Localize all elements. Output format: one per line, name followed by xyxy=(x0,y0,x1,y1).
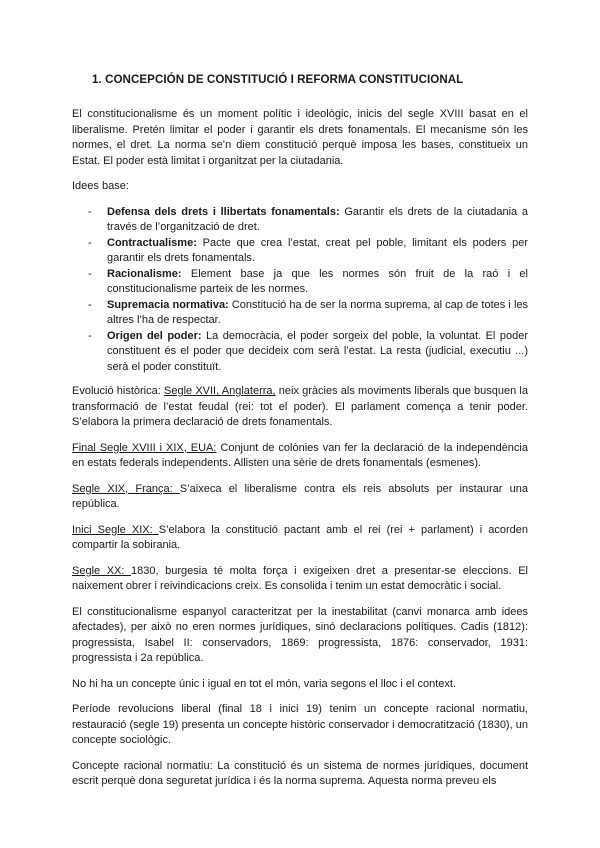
period-paragraph xyxy=(72,523,528,554)
ideas-list xyxy=(72,205,528,376)
list-dash: - xyxy=(88,267,92,280)
body-paragraph: No hi ha un concepte únic i igual en tot el món, varia segons el lloc i el context. xyxy=(72,677,457,690)
period-text: Conjunt de colònies van fer la declaració de la independència en estats federals independents. Allisten una sèrie de drets fonamentals (esmenes). xyxy=(72,441,528,469)
period-label: Inici Segle XIX: xyxy=(72,523,159,536)
idea-item-rights xyxy=(88,205,528,236)
section-heading xyxy=(92,72,528,87)
ideas-label: Idees base: xyxy=(72,180,129,192)
heading-title: CONCEPCIÓN DE CONSTITUCIÓ I REFORMA CONSTITUCIONAL xyxy=(105,73,464,86)
idea-term: Origen del poder: xyxy=(107,329,202,342)
list-dash: - xyxy=(88,236,92,249)
intro-paragraph: El constitucionalisme és un moment polític i ideològic, inicis del segle XVIII basat en el liberalisme. Pretén limitar el poder i garantir els drets fonamentals. El mecanisme són les normes, el dret. La norma se’n diem constitució perquè imposa les bases, constitueix un Estat. El poder està limitat i organitzat per la ciutadania. xyxy=(72,108,528,167)
idea-item-rationalism xyxy=(88,267,528,298)
period-paragraph xyxy=(72,441,528,472)
evolution-text: neix gràcies als moviments liberals que busquen la transformació de l’estat feudal (rei: tot el poder). El parlament comença a tenir poder. S’elabora la primera declaració de drets fonamentals. xyxy=(72,385,528,428)
idea-term: Racionalisme: xyxy=(107,267,182,280)
list-dash: - xyxy=(88,205,92,218)
period-label: Segle XX: xyxy=(72,564,132,577)
period-text: S’elabora la constitució pactant amb el rei (rei + parlament) i acorden compartir la sobirania. xyxy=(72,523,528,551)
idea-term: Defensa dels drets i llibertats fonamentals: xyxy=(107,205,340,218)
body-paragraph: Concepte racional normatiu: La constitució és un sistema de normes jurídiques, document escrit perquè dona seguretat jurídica i és la norma suprema. Aquesta norma preveu els xyxy=(72,759,528,787)
idea-term: Supremacia normativa: xyxy=(107,298,229,311)
body-paragraph: El constitucionalisme espanyol caracteritzat per la inestabilitat (canvi monarca amb idees afectades), per això no eren normes jurídiques, sinó declaracions polítiques. Cadis (1812): progressista, Isabel II: conservadors, 1869: progressista, 1876: conservador, 1931: progressista i 2a república. xyxy=(72,605,528,664)
period-text: 1830, burgesia té molta força i exigeixen dret a presentar-se eleccions. El naixement obrer i reivindicacions creix. Es consolida i tenim un estat democràtic i social. xyxy=(72,564,528,592)
idea-text: Element base ja que les normes són fruit de la raó i el constitucionalisme parteix de les normes. xyxy=(107,267,528,295)
idea-item-origin xyxy=(88,329,528,376)
period-paragraph xyxy=(72,564,528,595)
period-label: Segle XVII, Anglaterra, xyxy=(164,385,276,397)
idea-text: La democràcia, el poder sorgeix del poble, la voluntat. El poder constituent és el poder que decideix com serà l’estat. La resta (judicial, executiu ...) serà el poder constituït. xyxy=(107,329,528,373)
evolution-lead: Evolució històrica: xyxy=(72,385,164,397)
heading-number: 1. xyxy=(92,73,102,86)
list-dash: - xyxy=(88,298,92,311)
idea-term: Contractualisme: xyxy=(107,236,197,249)
period-label: Segle XIX, França: xyxy=(72,482,180,495)
period-paragraph xyxy=(72,482,528,513)
idea-text: Constitució ha de ser la norma suprema, al cap de totes i les altres l’ha de respectar. xyxy=(107,298,529,326)
list-dash: - xyxy=(88,329,92,342)
period-label: Final Segle XVIII i XIX, EUA: xyxy=(72,441,217,454)
idea-item-supremacy xyxy=(88,298,528,329)
idea-text: Garantir els drets de la ciutadania a través de l’organització de dret. xyxy=(107,205,528,233)
period-text: S’aixeca el liberalisme contra els reis absoluts per instaurar una república. xyxy=(72,482,528,510)
evolution-paragraph xyxy=(72,384,528,431)
idea-text: Pacte que crea l’estat, creat pel poble, limitant els poders per garantir els drets fonamentals. xyxy=(107,236,528,264)
idea-item-contract xyxy=(88,236,528,267)
body-paragraph: Període revolucions liberal (final 18 i inici 19) tenim un concepte racional normatiu, restauració (segle 19) presenta un concepte històric conservador i democratització (1830), un concepte sociològic. xyxy=(72,703,528,746)
